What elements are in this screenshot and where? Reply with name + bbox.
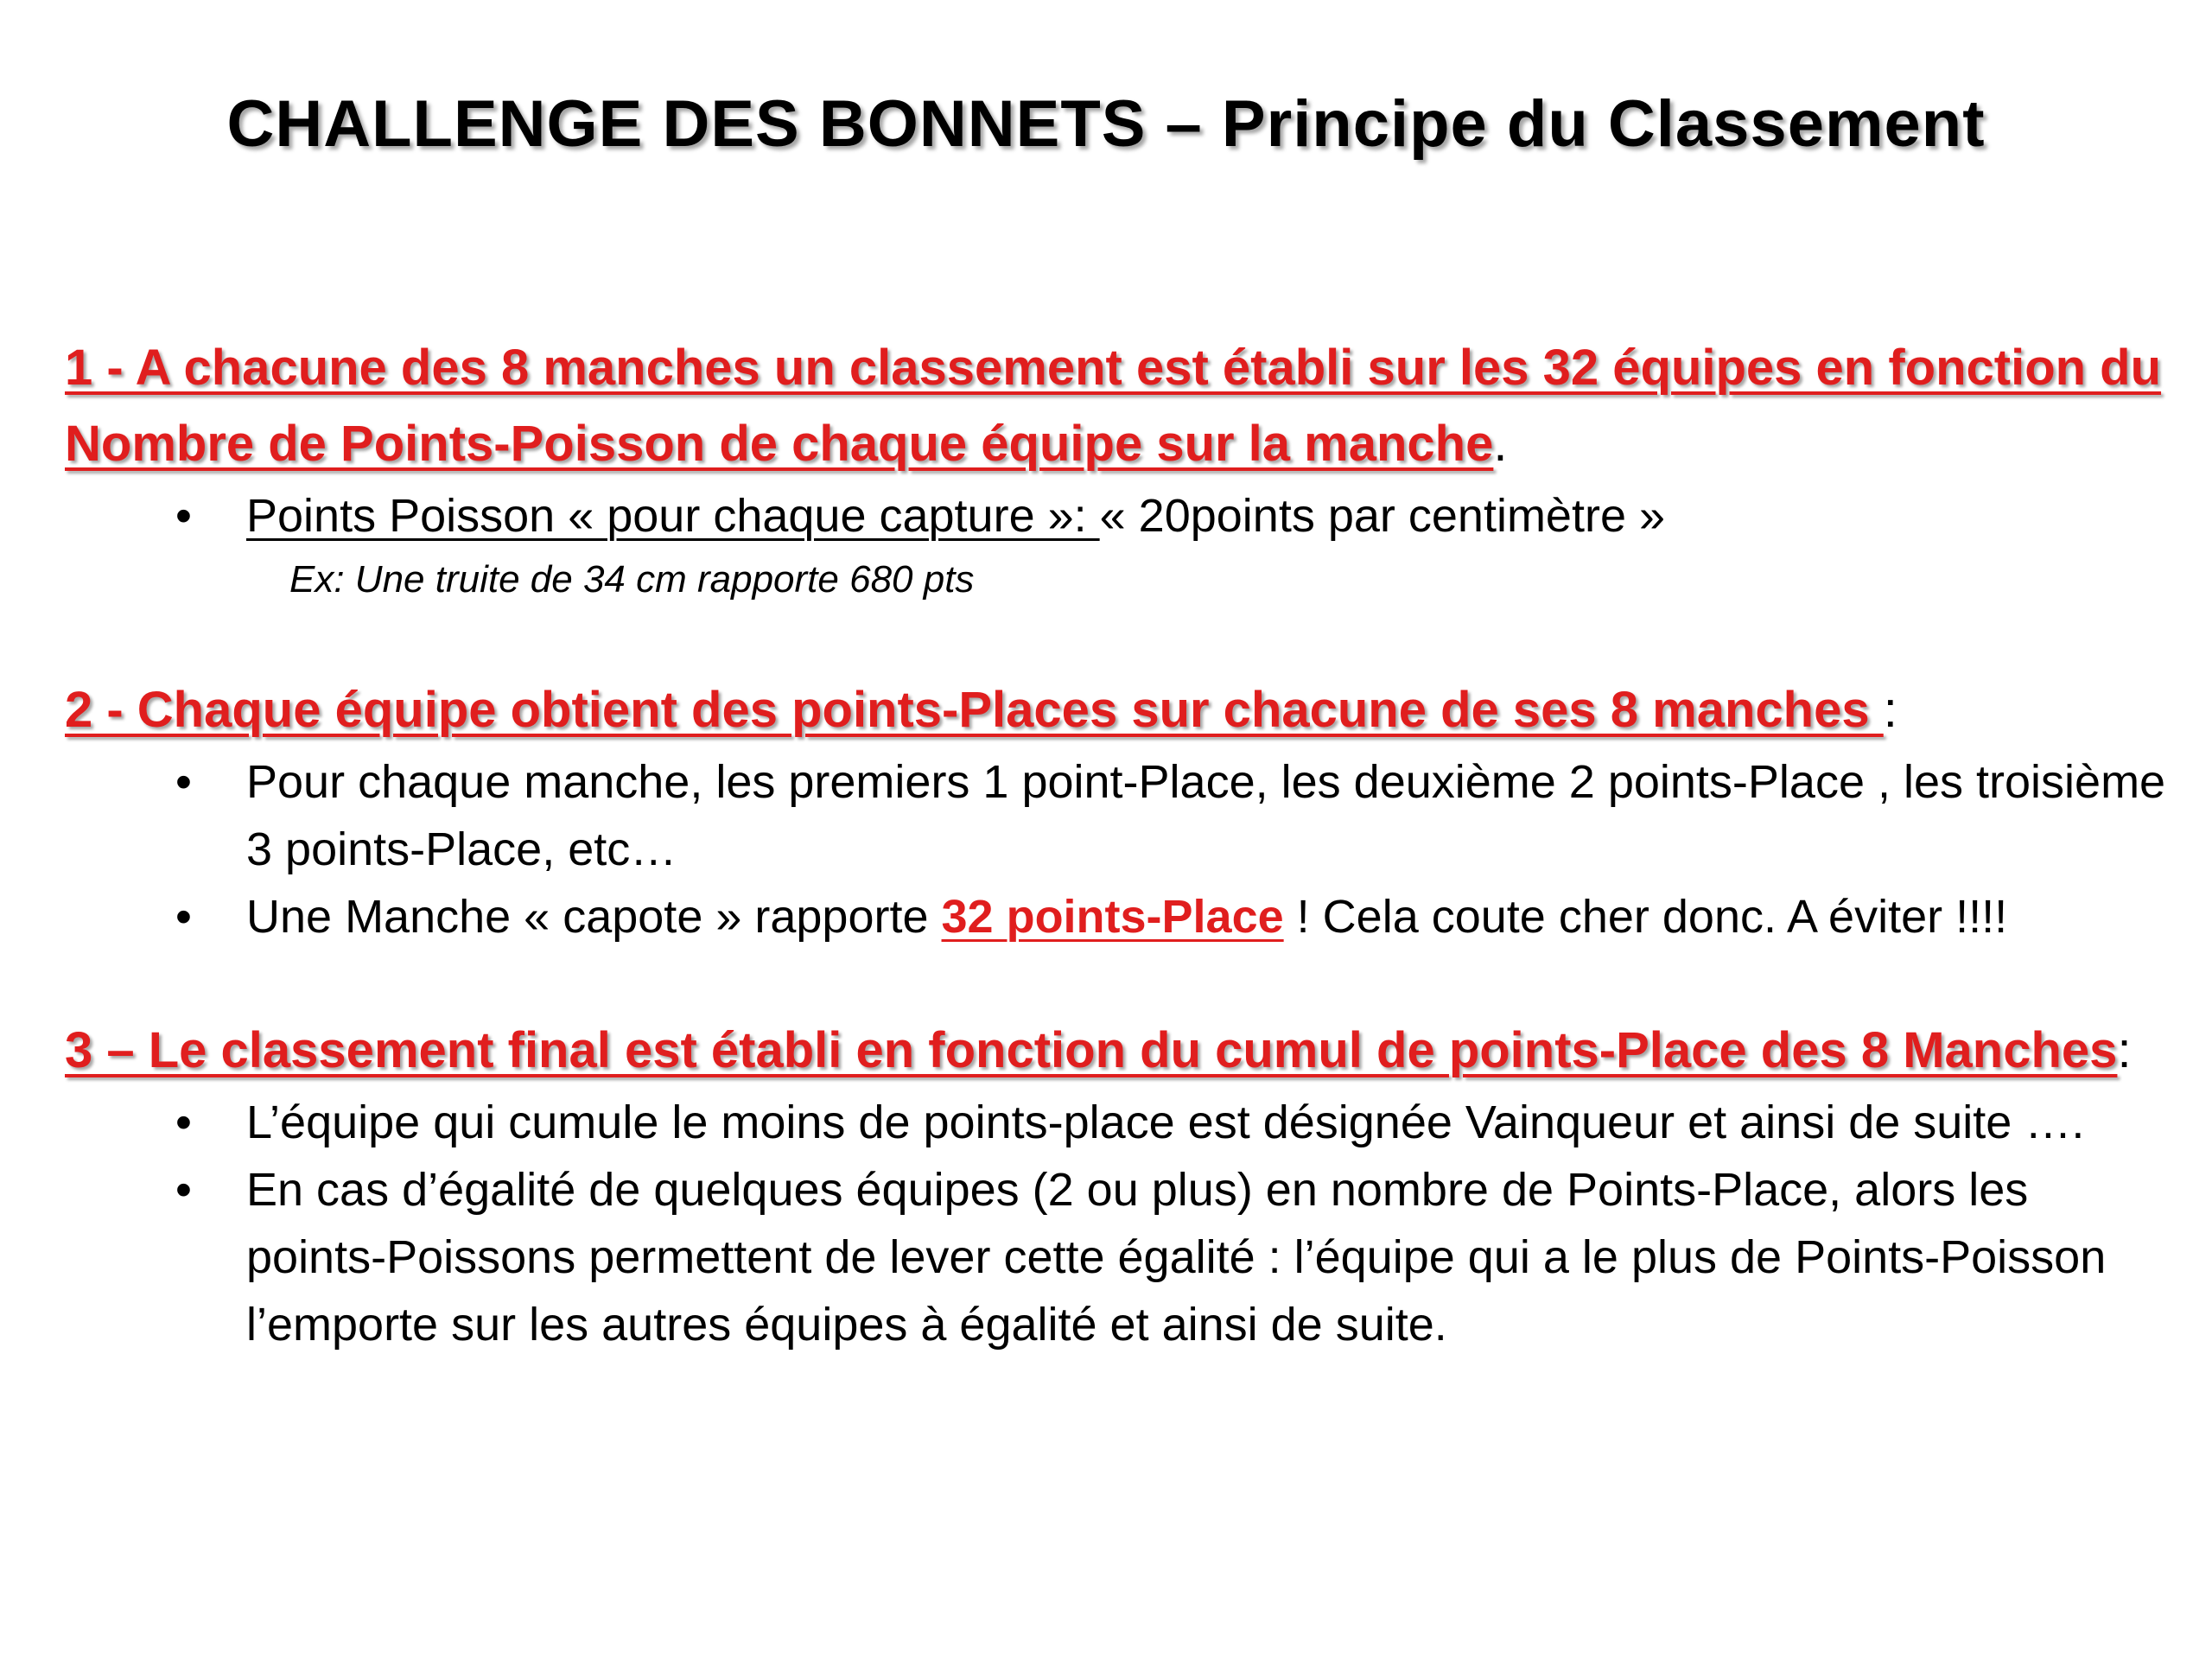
section-3-heading-text: 3 – Le classement final est établi en fonction du cumul de points-Place des 8 Manches xyxy=(65,1022,2118,1078)
section-2-bullets xyxy=(65,748,2173,950)
section-2-bullet-1: • Pour chaque manche, les premiers 1 point-Place, les deuxième 2 points-Place , les troisième 3 points-Place, etc… xyxy=(65,748,2173,883)
section-3-heading-suffix: : xyxy=(2117,1022,2132,1078)
section-1-bullet-1-rest: « 20points par centimètre » xyxy=(1099,490,1666,542)
section-3-heading xyxy=(65,1013,2173,1089)
section-3-bullet-2: • En cas d’égalité de quelques équipes (2 ou plus) en nombre de Points-Place, alors les points-Poissons permettent de lever cette égalité : l’équipe qui a le plus de Points-Poisson l’emporte sur les autres équipes à égalité et ainsi de suite. xyxy=(65,1156,2173,1358)
section-2-heading xyxy=(65,672,2173,748)
section-3-bullet-1: • L’équipe qui cumule le moins de points-place est désignée Vainqueur et ainsi de suite …. xyxy=(65,1089,2173,1156)
section-1-bullets xyxy=(65,482,2173,550)
section-1-heading xyxy=(65,330,2173,482)
section-2-bullet-2-highlight: 32 points-Place xyxy=(941,891,1284,943)
section-1-bullet-1-underlined: Points Poisson « pour chaque capture »: xyxy=(246,490,1100,542)
section-2-heading-suffix: : xyxy=(1883,682,1897,738)
section-2-bullet-2-before: Une Manche « capote » rapporte xyxy=(246,891,942,943)
section-2-bullet-2 xyxy=(65,883,2173,950)
section-1-example: Ex: Une truite de 34 cm rapporte 680 pts xyxy=(289,558,975,601)
slide-content xyxy=(65,330,2173,1358)
section-3-bullets xyxy=(65,1089,2173,1358)
section-1-bullet-1 xyxy=(65,482,2173,550)
section-1-heading-text: 1 - A chacune des 8 manches un classement est établi sur les 32 équipes en fonction du Nombre de Points-Poisson de chaque équipe sur la manche xyxy=(65,340,2162,472)
slide-title: CHALLENGE DES BONNETS – Principe du Classement xyxy=(226,87,1986,161)
spacer xyxy=(65,950,2173,1013)
spacer xyxy=(65,610,2173,672)
section-2-heading-text: 2 - Chaque équipe obtient des points-Places sur chacune de ses 8 manches xyxy=(65,682,1884,738)
section-1-heading-suffix: . xyxy=(1493,416,1508,472)
section-2-bullet-2-after: ! Cela coute cher donc. A éviter !!!! xyxy=(1283,891,2008,943)
